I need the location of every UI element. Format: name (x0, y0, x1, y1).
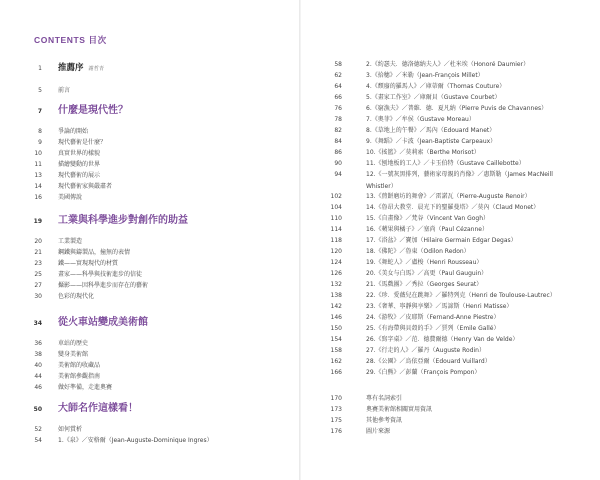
entry-title: 20.《美女与白馬》／高更（Paul Gauguin） (366, 270, 488, 277)
page-number: 162 (330, 358, 342, 365)
entry-title: 攝影——因科學進步而存在的藝術 (58, 282, 149, 289)
entry-author: 謝哲青 (88, 66, 105, 72)
entry-title: 爭論的開始 (58, 128, 89, 135)
entry-title: 18.《佛陀》／魯東（Odilon Redon） (366, 248, 470, 255)
entry-title: 圖片來源 (366, 428, 391, 435)
entry-title: 9.《舞蹈》／卡波（Jean-Baptiste Carpeaux） (366, 138, 497, 145)
entry-title: 24.《游牧》／皮耶斯（Fernand-Anne Piestre） (366, 314, 500, 321)
entry-title: 什麼是現代性？ (58, 105, 128, 116)
entry-title: 真實世界的樣貌 (58, 150, 101, 157)
page-number: 86 (334, 149, 342, 156)
page-number: 132 (330, 281, 342, 288)
entry-title: 美術館的收藏品 (58, 362, 101, 369)
entry-title: 其他參考資訊 (366, 417, 403, 424)
page-number: 126 (330, 270, 342, 277)
page-number: 44 (34, 373, 42, 380)
page-number: 166 (330, 369, 342, 376)
entry-title: 26.《寫字桌》／范．德費爾德（Henry Van de Velde） (366, 336, 519, 343)
page-number: 146 (330, 314, 342, 321)
page-number: 16 (34, 194, 42, 201)
page-number: 52 (34, 426, 42, 433)
entry-title: 美術館參觀指南 (58, 373, 101, 380)
entry-title: 3.《拾穗》／米勒（Jean-François Millet） (366, 72, 484, 79)
entry-title: 17.《浴盆》／寶加（Hilaire Germain Edgar Degas） (366, 237, 517, 244)
page-number: 20 (34, 238, 42, 245)
entry-title: 現代藝術的展示 (58, 172, 101, 179)
page-number: 114 (330, 226, 342, 233)
page-number: 124 (330, 259, 342, 266)
page-number: 30 (34, 293, 42, 300)
entry-title: 10.《搖籃》／莫莉索（Berthe Morisot） (366, 149, 480, 156)
page-number: 38 (34, 351, 42, 358)
toc-item-continuation: Whistler） (366, 183, 397, 190)
book-gutter (299, 0, 301, 480)
page-number: 110 (330, 215, 342, 222)
page-number: 82 (334, 127, 342, 134)
page-number: 102 (330, 193, 342, 200)
page-number: 25 (34, 271, 42, 278)
page-number: 84 (334, 138, 342, 145)
page-number: 176 (330, 428, 342, 435)
entry-title: 工業與科學進步對創作的助益 (58, 215, 188, 226)
entry-title: 6.《窮漁夫》／普維．德．夏凡納（Pierre Puvis de Chavannes） (366, 105, 548, 112)
page-number: 66 (334, 94, 342, 101)
entry-title: 車站的歷史 (58, 340, 89, 347)
page-number: 154 (330, 336, 342, 343)
entry-title: 畫家——科學與技術進步的信徒 (58, 271, 143, 278)
page-number: 9 (38, 139, 42, 146)
entry-title: 14.《魯昂大教堂．晨光下的聖羅曼塔》／莫內（Claud Monet） (366, 204, 540, 211)
page-number: 11 (34, 161, 42, 168)
entry-title: 奧賽美術館相關實用資訊 (366, 406, 433, 413)
page-number: 36 (34, 340, 42, 347)
page-number: 170 (330, 395, 342, 402)
entry-title: 27.《行走的人》／羅丹（Auguste Rodin） (366, 347, 485, 354)
page-number: 58 (334, 61, 342, 68)
page-number: 13 (34, 172, 42, 179)
page-number: 142 (330, 303, 342, 310)
page-number: 8 (38, 128, 42, 135)
page-number: 19 (33, 218, 42, 225)
page-number: 50 (33, 406, 42, 413)
page-number: 10 (34, 150, 42, 157)
page-number: 175 (330, 417, 342, 424)
entry-title: 5.《畫家工作室》／庫爾貝（Gustave Courbet） (366, 94, 501, 101)
entry-title: 2.《約瑟夫．德洛德納夫人》／杜米埃（Honoré Daumier） (366, 61, 530, 68)
entry-title: 前言 (58, 87, 71, 94)
entry-title: 鐵——實現現代的材質 (58, 260, 119, 267)
entry-title: 23.《奢華、寧靜與享樂》／馬諦斯（Henri Matisse） (366, 303, 513, 310)
entry-title: 16.《蘋果與橘子》／塞尚（Paul Cézanne） (366, 226, 488, 233)
page-number: 173 (330, 406, 342, 413)
page-number: 104 (330, 204, 342, 211)
page-number: 23 (34, 260, 42, 267)
page-number: 7 (37, 108, 42, 115)
page-number: 54 (34, 437, 42, 444)
entry-title: 12.《一號灰黑排列，藝術家母親的肖像》／惠斯勒（James MacNeill (366, 171, 553, 178)
entry-title: 如何賞析 (58, 426, 83, 433)
entry-title: 1.《泉》／安格爾（Jean-Auguste-Dominique Ingres） (58, 437, 213, 444)
entry-title: 鋼鐵與鑄製品，撞無的表情 (58, 249, 131, 256)
page-number: 158 (330, 347, 342, 354)
entry-title: 現代藝術家與嚴肅者 (58, 183, 113, 190)
entry-title: 變身美術館 (58, 351, 89, 358)
page-number: 90 (334, 160, 342, 167)
page-number: 78 (334, 116, 342, 123)
page-number: 118 (330, 237, 342, 244)
entry-title: 28.《公園》／烏依亞爾（Edouard Vuillard） (366, 358, 491, 365)
entry-title: 29.《白熊》／彭蘭（François Pompon） (366, 369, 481, 376)
entry-title: 15.《自畫像》／梵谷（Vincent Van Gogh） (366, 215, 489, 222)
entry-title: 大師名作這樣看！ (58, 403, 138, 414)
page-number: 1 (38, 65, 42, 72)
entry-title: 19.《舞蛇人》／盧梭（Henri Rousseau） (366, 259, 483, 266)
entry-title: 22.《珍．愛薇兒在跳舞》／羅特列克（Henri de Toulouse-Lautrec） (366, 292, 556, 299)
entry-title: 專有名詞索引 (366, 395, 403, 402)
page-number: 120 (330, 248, 342, 255)
contents-title: CONTENTS 目次 (34, 35, 107, 45)
page-number: 46 (34, 384, 42, 391)
page-number: 5 (38, 87, 42, 94)
page-number: 62 (334, 72, 342, 79)
entry-title: 做好準備，走進奧賽 (58, 384, 113, 391)
page-number: 150 (330, 325, 342, 332)
entry-title: 21.《馬戲團》／秀拉（Georges Seurat） (366, 281, 483, 288)
page-number: 64 (334, 83, 342, 90)
entry-title: 工業製造 (58, 238, 83, 245)
entry-title: 描繪變動的世界 (58, 161, 101, 168)
page-number: 94 (334, 171, 342, 178)
entry-title: 4.《頹廢的羅馬人》／庫蒂爾（Thomas Couture） (366, 83, 506, 90)
entry-title: 推薦序 謝哲青 (58, 63, 105, 73)
page-number: 27 (34, 282, 42, 289)
entry-title: 從火車站變成美術館 (58, 317, 148, 328)
entry-title: 色彩的現代化 (58, 293, 95, 300)
entry-title: 8.《草地上的午餐》／馬內（Edouard Manet） (366, 127, 496, 134)
page-number: 14 (34, 183, 42, 190)
entry-title: 11.《刨地板的工人》／卡玉伯特（Gustave Caillebotte） (366, 160, 525, 167)
page-number: 76 (334, 105, 342, 112)
page-number: 40 (34, 362, 42, 369)
page-number: 34 (33, 320, 42, 327)
entry-title: 7.《奧菲》／牟侯（Gustave Moreau） (366, 116, 475, 123)
page-number: 21 (34, 249, 42, 256)
entry-title: 美國傳說 (58, 194, 83, 201)
entry-title: 13.《煎餅磨坊的舞會》／雷諾瓦（Pierre-Auguste Renoir） (366, 193, 531, 200)
page-number: 138 (330, 292, 342, 299)
entry-title: 25.《有海帶與貝殼的手》／賈列（Emile Gallé） (366, 325, 500, 332)
entry-title: 現代藝術是什麼？ (58, 139, 107, 146)
